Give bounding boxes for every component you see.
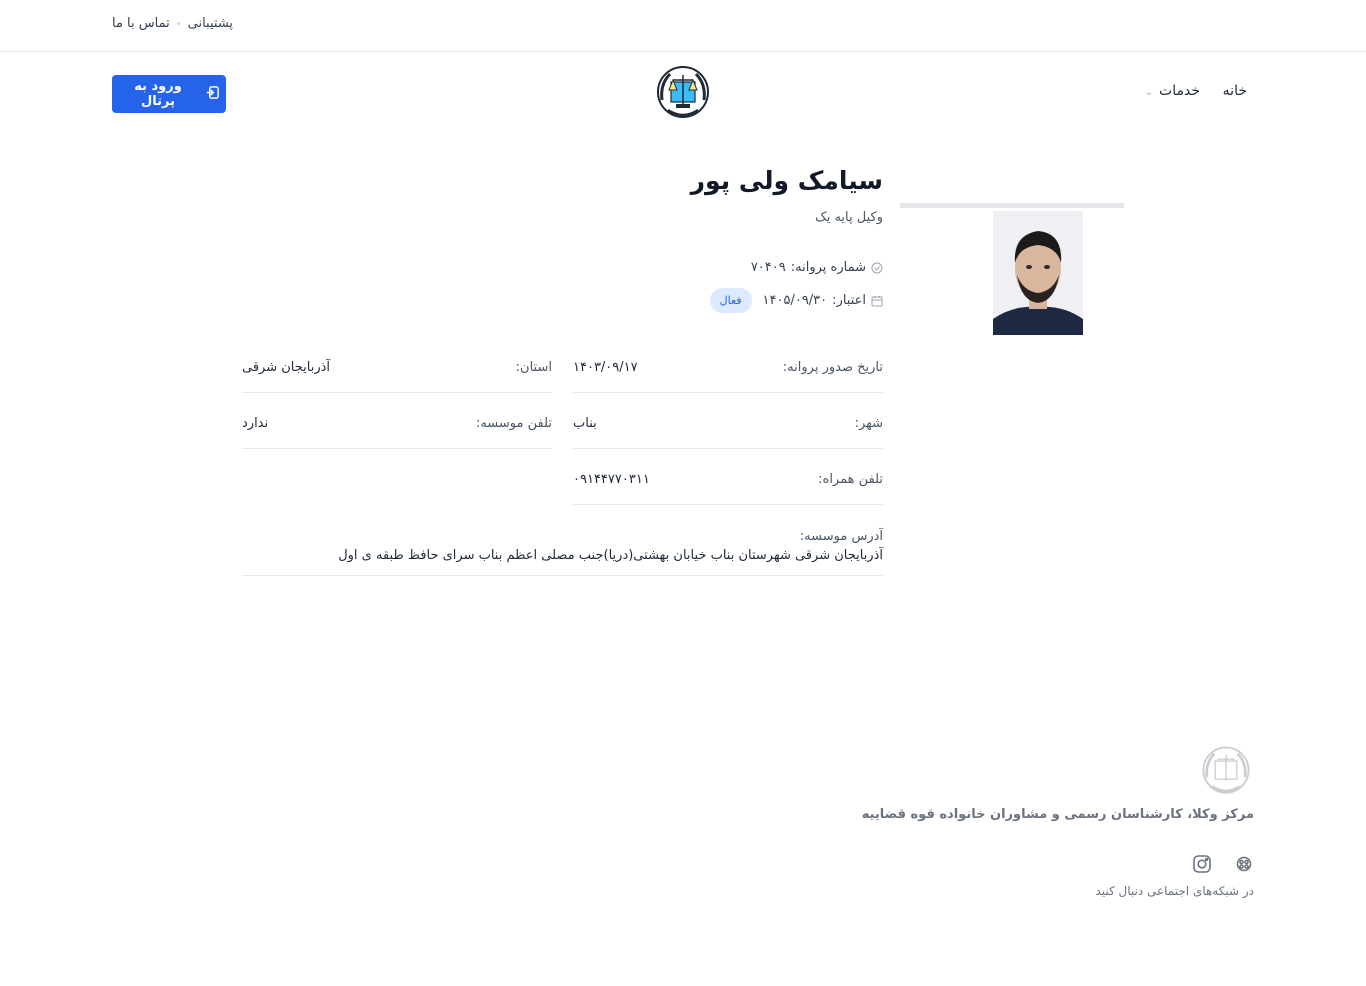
mobile-value: ۰۹۱۴۴۷۷۰۳۱۱	[573, 472, 650, 487]
portal-button-label: ورود به پرتال	[134, 79, 182, 109]
validity-row	[710, 288, 883, 313]
city-label: شهر:	[854, 416, 883, 431]
lawyer-title: وکیل پایه یک	[815, 210, 883, 225]
license-number-value: ۷۰۴۰۹	[750, 260, 786, 275]
judiciary-logo[interactable]	[654, 62, 712, 124]
instagram-icon[interactable]	[1191, 853, 1213, 875]
logout-icon	[205, 85, 220, 104]
separator-dot: •	[175, 19, 182, 30]
province-field	[242, 352, 552, 393]
address-value: آذربایجان شرقی شهرستان بناب خیابان بهشتی(دریا)جنب مصلی اعظم بناب سرای حافظ طبقه ی اول	[338, 548, 883, 563]
calendar-icon	[871, 295, 883, 307]
validity-label: اعتبار:	[832, 293, 866, 308]
institute-phone-field	[242, 408, 552, 449]
portal-login-button[interactable]	[112, 75, 226, 113]
nav-services-dropdown[interactable]	[1145, 83, 1200, 99]
address-label: آدرس موسسه:	[799, 529, 883, 544]
check-circle-icon	[871, 262, 883, 274]
issue-date-value: ۱۴۰۳/۰۹/۱۷	[573, 360, 638, 375]
top-links	[112, 16, 233, 31]
footer-org-title: مرکز وکلا، کارشناسان رسمی و مشاوران خانواده قوه قضاییه	[861, 807, 1254, 822]
nav-services-label: خدمات	[1159, 83, 1200, 99]
validity-date: ۱۴۰۵/۰۹/۳۰	[762, 293, 828, 308]
aparat-icon[interactable]	[1233, 853, 1255, 875]
province-value: آذربایجان شرقی	[242, 360, 331, 375]
top-bar	[0, 0, 1366, 52]
status-badge: فعال	[710, 288, 752, 313]
main-header	[0, 52, 1366, 134]
city-field	[573, 408, 883, 449]
address-field	[242, 528, 883, 576]
footer-logo	[1199, 743, 1253, 799]
contact-link[interactable]: تماس با ما	[112, 16, 170, 31]
photo-top-bar	[900, 203, 1124, 208]
follow-social-text: در شبکه‌های اجتماعی دنبال کنید	[1095, 884, 1254, 898]
license-number-row	[751, 260, 883, 275]
institute-phone-label: تلفن موسسه:	[475, 416, 552, 431]
province-label: استان:	[515, 360, 552, 375]
support-link[interactable]: پشتیبانی	[187, 16, 234, 31]
mobile-field	[573, 464, 883, 505]
nav-home-link[interactable]: خانه	[1222, 83, 1247, 99]
chevron-down-icon: ⌄	[1144, 87, 1154, 98]
lawyer-photo	[993, 211, 1083, 335]
license-number-label: شماره پروانه:	[790, 260, 866, 275]
issue-date-label: تاریخ صدور پروانه:	[782, 360, 883, 375]
mobile-label: تلفن همراه:	[818, 472, 883, 487]
issue-date-field	[573, 352, 883, 393]
city-value: بناب	[573, 416, 597, 431]
institute-phone-value: ندارد	[242, 416, 269, 431]
lawyer-name: سیامک ولی پور	[690, 166, 883, 195]
